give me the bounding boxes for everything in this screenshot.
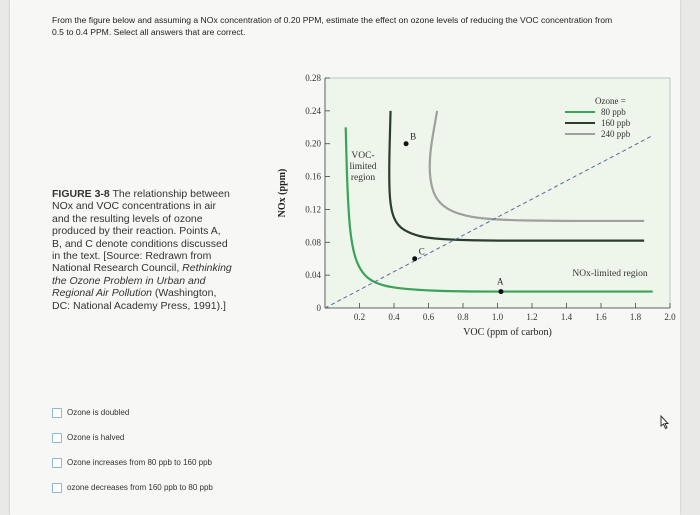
y-tick-label: 0.24: [305, 105, 321, 116]
answer-option[interactable]: [52, 475, 213, 500]
option-label: Ozone is doubled: [67, 408, 130, 417]
x-tick-label: 0.8: [457, 312, 469, 322]
legend-entry: 80 ppb: [601, 107, 626, 117]
figure-caption: [52, 188, 232, 312]
option-label: Ozone increases from 80 ppb to 160 ppb: [67, 458, 212, 467]
voc-region-label: limited: [349, 162, 377, 172]
point-C: [412, 256, 417, 261]
y-axis-label: NOx (ppm): [277, 168, 288, 218]
option-checkbox[interactable]: [52, 433, 62, 443]
caption-source: Rethinking the Ozone Problem in Urban and Regional Air Pollution: [52, 262, 232, 300]
y-tick-label: 0.08: [305, 237, 321, 248]
point-A: [498, 289, 503, 294]
option-checkbox[interactable]: [52, 408, 62, 418]
y-tick-label: 0.16: [305, 171, 321, 182]
point-label: B: [410, 131, 417, 142]
x-tick-label: 1.2: [526, 312, 538, 322]
x-tick-label: 1.8: [629, 312, 642, 322]
x-tick-label: 0.6: [422, 312, 435, 322]
legend-title: Ozone =: [595, 96, 626, 106]
x-tick-label: 1.0: [491, 312, 504, 322]
caption-text: The relationship between NOx and VOC concentrations in air and the resulting levels of ozone produced by their reaction. Points A, B, and C denote conditions discussed in the text. [Source: Redrawn from National Research Council,: [52, 188, 230, 275]
legend-entry: 240 ppb: [601, 129, 631, 139]
option-label: ozone decreases from 160 ppb to 80 ppb: [67, 483, 213, 492]
answer-option[interactable]: [52, 400, 213, 425]
answer-options: [52, 400, 213, 500]
option-checkbox[interactable]: [52, 483, 62, 493]
question-card: [10, 0, 680, 515]
x-tick-label: 1.6: [595, 312, 607, 322]
voc-region-label: VOC-: [351, 151, 375, 161]
y-tick-label: 0.04: [305, 270, 321, 281]
x-axis-label: VOC (ppm of carbon): [463, 327, 552, 338]
option-label: Ozone is halved: [67, 433, 125, 442]
option-checkbox[interactable]: [52, 458, 62, 468]
cursor-icon: [656, 414, 672, 430]
point-label: A: [496, 276, 504, 287]
answer-option[interactable]: [52, 450, 213, 475]
legend-entry: 160 ppb: [601, 118, 631, 128]
y-tick-label: 0.12: [305, 204, 321, 215]
point-label: C: [418, 246, 425, 257]
y-tick-label: 0: [316, 303, 321, 313]
point-B: [404, 141, 409, 146]
y-tick-label: 0.28: [305, 73, 321, 83]
caption-head: FIGURE 3-8: [52, 188, 110, 200]
voc-region-label: region: [350, 173, 376, 183]
ozone-chart: [255, 68, 685, 373]
y-tick-label: 0.20: [305, 138, 321, 149]
caption-tail: (Washington, DC: National Academy Press, 1991).]: [52, 287, 226, 312]
x-tick-label: 2.0: [664, 312, 676, 322]
x-tick-label: 0.4: [388, 312, 400, 322]
answer-option[interactable]: [52, 425, 213, 450]
x-tick-label: 1.4: [560, 312, 573, 322]
question-text: From the figure below and assuming a NOx concentration of 0.20 PPM, estimate the effect on ozone levels of reducing the VOC concentration from 0.5 to 0.4 PPM. Select all answers that are correct.: [52, 15, 613, 37]
nox-region-label: NOx-limited region: [572, 269, 648, 279]
x-tick-label: 0.2: [353, 312, 366, 322]
